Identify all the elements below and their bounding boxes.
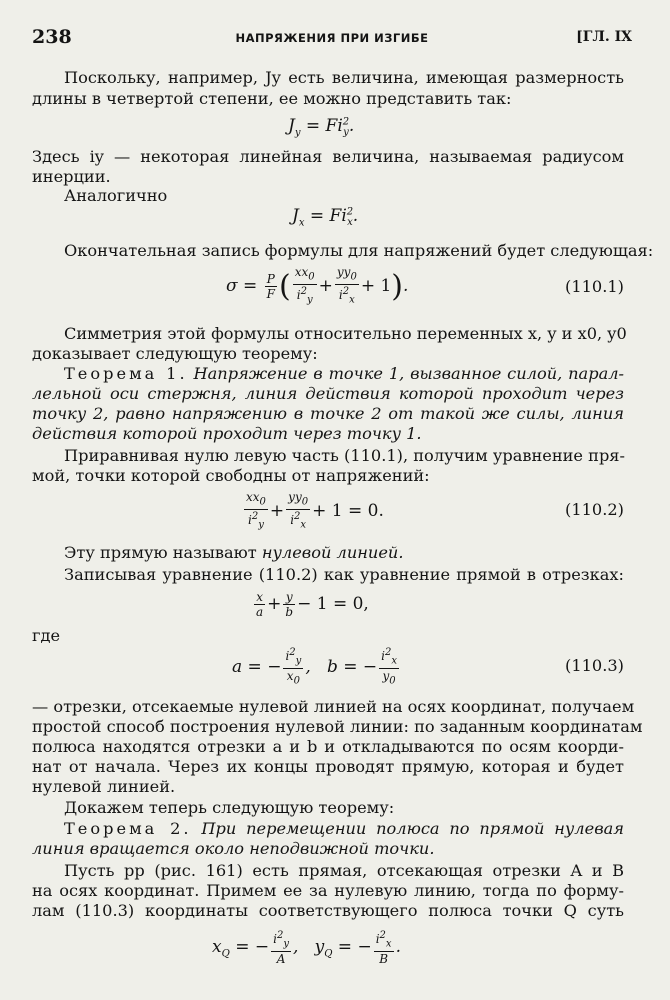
formula-jx: $J_x = Fi^2_x$.: [292, 206, 359, 229]
text-line: [32, 543, 624, 563]
fraction: $\frac{i^2_x}{B}$: [375, 930, 392, 967]
text-line: простой способ построения нулевой линии: по заданным координатам: [32, 717, 643, 736]
text-line: лам (110.3) координаты соответствующего полюса точки Q суть: [32, 901, 624, 920]
text-line: Симметрия этой формулы относительно переменных x, y и x0, y0: [64, 324, 627, 343]
formula-pole-q: $x_Q$ = − $\frac{i^2_y}{A}$ , $y_Q$ = − $\frac{i^2_x}{B}$ .: [212, 930, 401, 967]
text-line: длины в четвертой степени, ее можно представить так:: [32, 89, 512, 108]
text-line: на осях координат. Примем ее за нулевую линию, тогда по форму-: [32, 881, 624, 900]
theorem-2-label: Теорема 2.: [64, 819, 192, 838]
formula-intercepts: $\frac{x}{a}$ + $\frac{y}{b}$ − 1 = 0,: [256, 590, 369, 619]
fraction: $\frac{yy_0}{i^2_x}$: [288, 490, 309, 531]
chapter-label: [ГЛ. IX: [576, 29, 632, 45]
text-line: Записывая уравнение (110.2) как уравнение прямой в отрезках:: [64, 565, 624, 584]
text-line: — отрезки, отсекаемые нулевой линией на осях координат, получаем: [32, 697, 635, 716]
fraction: $\frac{yy_0}{i^2_x}$: [336, 265, 357, 306]
formula-neutral-line: $\frac{xx_0}{i^2_y}$ + $\frac{yy_0}{i^2_x}$ + 1 = 0.: [246, 490, 384, 531]
theorem-1-text: Напряжение в точке 1, вызванное силой, парал-: [193, 364, 624, 383]
page-header: [32, 26, 632, 50]
theorem-1-line: [32, 364, 624, 384]
text-line: мой, точки которой свободны от напряжений:: [32, 466, 430, 485]
text-line: Докажем теперь следующую теорему:: [64, 798, 395, 817]
text-line: Поскольку, например, Jy есть величина, имеющая размерность: [64, 68, 624, 87]
fraction: $\frac{xx_0}{i^2_y}$: [246, 490, 266, 531]
formula-jy: $J_y = Fi^2_y$.: [288, 116, 355, 139]
text-line: доказывает следующую теорему:: [32, 344, 318, 363]
page-number: 238: [32, 26, 72, 48]
fraction: $\frac{P}{F}$: [266, 271, 275, 301]
text-line: Пусть pp (рис. 161) есть прямая, отсекающая отрезки A и B: [64, 861, 624, 880]
equation-number: (110.1): [565, 277, 624, 296]
theorem-1-line: точку 2, равно напряжению в точке 2 от такой же силы, линия: [32, 404, 624, 423]
equation-number: (110.3): [565, 656, 624, 675]
term-neutral-line: нулевой линией.: [261, 543, 404, 562]
text-line: инерции.: [32, 167, 111, 186]
fraction: $\frac{x}{a}$: [256, 590, 264, 619]
text-line: нулевой линией.: [32, 777, 176, 796]
fraction: $\frac{i^2_y}{x_0}$: [285, 647, 302, 687]
fraction: $\frac{xx_0}{i^2_y}$: [294, 265, 315, 306]
equation-number: (110.2): [565, 500, 624, 519]
theorem-1-line: лельной оси стержня, линия действия которой проходит через: [32, 384, 624, 403]
text-line: Здесь iy — некоторая линейная величина, называемая радиусом: [32, 147, 624, 166]
theorem-1-label: Теорема 1.: [64, 364, 188, 383]
text-line: где: [32, 626, 61, 645]
running-title: НАПРЯЖЕНИЯ ПРИ ИЗГИБЕ: [235, 31, 429, 45]
text-line: нат от начала. Через их концы проводят прямую, которая и будет: [32, 757, 624, 776]
theorem-2-line: линия вращается около неподвижной точки.: [32, 839, 435, 858]
fraction: $\frac{i^2_x}{y_0}$: [381, 647, 397, 687]
theorem-2-text: При перемещении полюса по прямой нулевая: [201, 819, 624, 838]
theorem-1-line: действия которой проходит через точку 1.: [32, 424, 422, 443]
formula-a-b: a = − $\frac{i^2_y}{x_0}$ , b = − $\frac{i^2_x}{y_0}$: [232, 647, 397, 687]
text-line: полюса находятся отрезки a и b и откладываются по осям коорди-: [32, 737, 624, 756]
text-line: Аналогично: [64, 186, 168, 205]
formula-sigma: σ = $\frac{P}{F}$ ( $\frac{xx_0}{i^2_y}$ + $\frac{yy_0}{i^2_x}$ + 1).: [226, 265, 409, 306]
fraction: $\frac{i^2_y}{A}$: [273, 930, 289, 967]
text-line: Приравнивая нулю левую часть (110.1), получим уравнение пря-: [64, 446, 625, 465]
fraction: $\frac{y}{b}$: [285, 590, 294, 619]
text-span: Эту прямую называют: [64, 543, 257, 562]
theorem-2-line: [32, 819, 624, 839]
text-line: Окончательная запись формулы для напряжений будет следующая:: [64, 241, 654, 260]
